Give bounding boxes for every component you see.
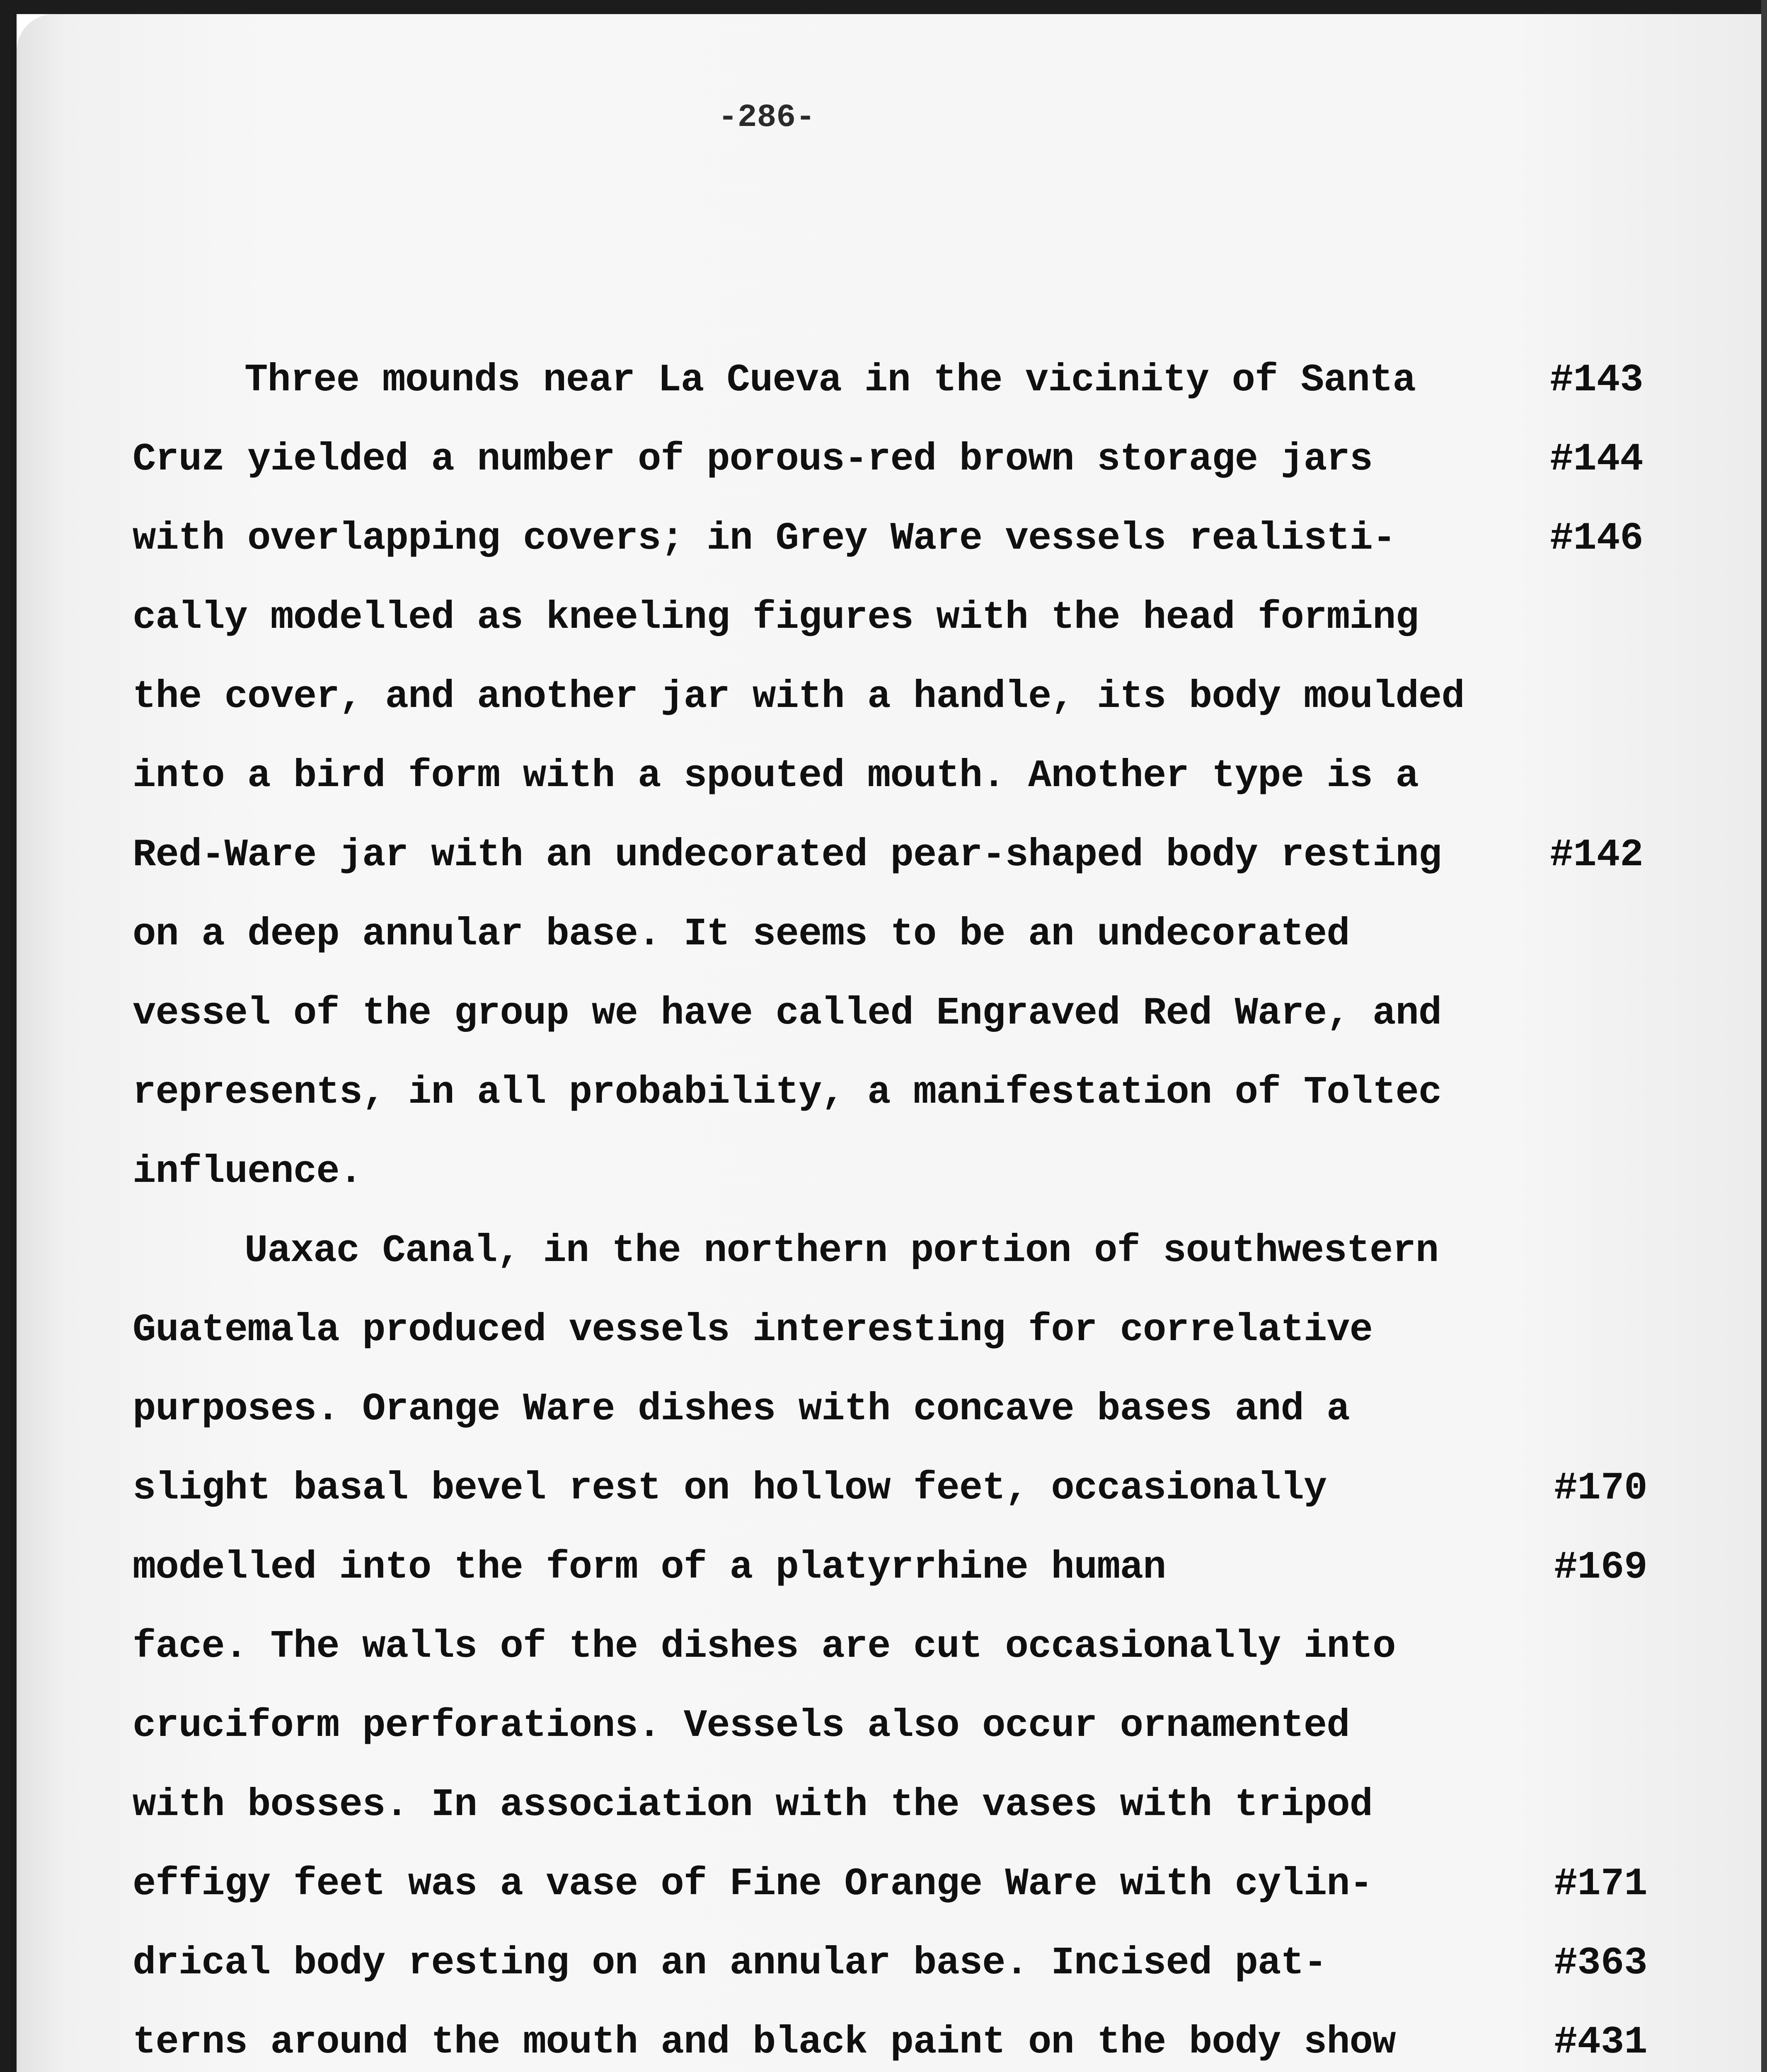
margin-reference: #144 xyxy=(1550,438,1644,482)
line-text: with bosses. In association with the vases with tripod xyxy=(133,1783,1373,1827)
text-line xyxy=(124,2018,1658,2072)
line-text: cruciform perforations. Vessels also occur ornamented xyxy=(133,1704,1350,1748)
scan-border-top xyxy=(0,0,1767,14)
line-text: terns around the mouth and black paint on the body show xyxy=(133,2021,1396,2065)
margin-reference: #169 xyxy=(1554,1546,1648,1590)
text-line xyxy=(124,1464,1658,1543)
text-line xyxy=(124,1068,1658,1147)
text-line xyxy=(124,1701,1658,1780)
line-text: drical body resting on an annular base. Incised pat- xyxy=(133,1941,1327,1985)
line-text: Uaxac Canal, in the northern portion of southwestern xyxy=(244,1229,1439,1273)
line-text: influence. xyxy=(133,1150,363,1194)
margin-reference: #363 xyxy=(1554,1941,1648,1985)
line-text: vessel of the group we have called Engraved Red Ware, and xyxy=(133,992,1442,1036)
text-line xyxy=(124,1543,1658,1622)
text-line xyxy=(124,1385,1658,1464)
line-text: slight basal bevel rest on hollow feet, occasionally xyxy=(133,1467,1327,1510)
text-line xyxy=(124,1305,1658,1385)
text-line xyxy=(124,1147,1658,1226)
text-line xyxy=(124,356,1658,435)
line-text: face. The walls of the dishes are cut occasionally into xyxy=(133,1625,1396,1669)
text-line xyxy=(124,1226,1658,1305)
text-line xyxy=(124,593,1658,672)
line-text: purposes. Orange Ware dishes with concave bases and a xyxy=(133,1387,1350,1431)
text-line xyxy=(124,672,1658,751)
text-line xyxy=(124,751,1658,830)
text-line xyxy=(124,435,1658,514)
line-text: Red-Ware jar with an undecorated pear-shaped body resting xyxy=(133,833,1442,877)
scan-border-right xyxy=(1761,0,1767,2072)
line-text: with overlapping covers; in Grey Ware vessels realisti- xyxy=(133,517,1396,561)
line-text: the cover, and another jar with a handle, its body moulded xyxy=(133,675,1464,719)
text-line xyxy=(124,1622,1658,1701)
margin-reference: #142 xyxy=(1550,833,1644,877)
text-line xyxy=(124,910,1658,989)
text-line xyxy=(124,1939,1658,2018)
body-text xyxy=(124,356,1658,2072)
text-line xyxy=(124,830,1658,910)
margin-reference: #171 xyxy=(1554,1862,1648,1906)
line-text: Guatemala produced vessels interesting for correlative xyxy=(133,1308,1373,1352)
text-line xyxy=(124,1780,1658,1859)
line-text: on a deep annular base. It seems to be an undecorated xyxy=(133,913,1350,956)
line-text: effigy feet was a vase of Fine Orange Ware with cylin- xyxy=(133,1862,1373,1906)
page-number: -286- xyxy=(718,99,816,136)
line-text: cally modelled as kneeling figures with the head forming xyxy=(133,596,1418,640)
margin-reference: #146 xyxy=(1550,517,1644,561)
text-line xyxy=(124,514,1658,593)
line-text: Three mounds near La Cueva in the vicinity of Santa xyxy=(244,358,1416,402)
line-text: represents, in all probability, a manifestation of Toltec xyxy=(133,1071,1442,1115)
line-text: Cruz yielded a number of porous-red brown storage jars xyxy=(133,438,1373,482)
scan-border-left xyxy=(0,0,17,2072)
margin-reference: #431 xyxy=(1554,2021,1648,2065)
line-text: into a bird form with a spouted mouth. Another type is a xyxy=(133,754,1418,798)
text-line xyxy=(124,989,1658,1068)
margin-reference: #170 xyxy=(1554,1467,1648,1510)
text-line xyxy=(124,1859,1658,1939)
line-text: modelled into the form of a platyrrhine human xyxy=(133,1546,1166,1590)
margin-reference: #143 xyxy=(1550,358,1644,402)
